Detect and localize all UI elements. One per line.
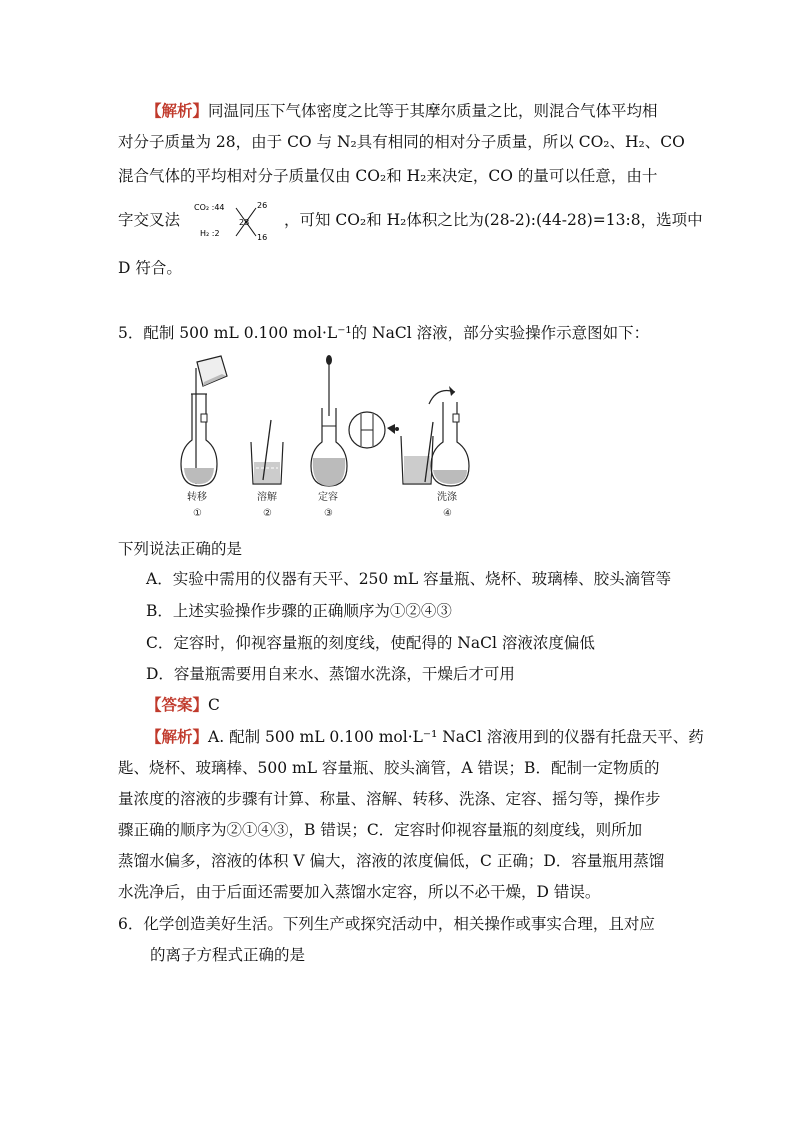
cross-h2-label: H₂ :2 [200,229,220,238]
cross-result-1: 26 [257,201,268,210]
figure-label-volume: 定容 [318,492,338,503]
figure-label-dissolve: 溶解 [257,492,277,503]
q6-stem-line-1: 6．化学创造美好生活。下列生产或探究活动中，相关操作或事实合理，且对应 [118,915,655,933]
figure-number-3: ③ [324,508,333,519]
beaker-dissolve [251,420,283,484]
cross-co2-label: CO₂ :44 [194,203,225,212]
q5-stem: 5．配制 500 mL 0.100 mol·L⁻¹的 NaCl 溶液，部分实验操作示意图如下： [118,324,650,342]
q5-option-b: B．上述实验操作步骤的正确顺序为①②④③ [146,602,452,620]
flask-transfer [181,356,227,486]
cross-method-diagram [194,198,278,244]
q5-analysis-line-2: 匙、烧杯、玻璃棒、500 mL 容量瓶、胶头滴管，A 错误；B．配制一定物质的 [118,759,660,777]
q4-analysis-line-4a: 字交叉法 [118,211,181,229]
q4-analysis-line-3: 混合气体的平均相对分子质量仅由 CO₂和 H₂来决定，CO 的量可以任意，由十 [118,167,658,185]
figure-number-4: ④ [443,508,452,519]
cross-mid-value: 28 [239,218,250,227]
q5-analysis-line-1: 【解析】A. 配制 500 mL 0.100 mol·L⁻¹ NaCl 溶液用到的仪器有托盘天平、药 [146,727,704,746]
q4-analysis-line-1: 【解析】同温同压下气体密度之比等于其摩尔质量之比，则混合气体平均相 [146,101,658,120]
q5-option-d: D．容量瓶需要用自来水、蒸馏水洗涤，干燥后才可用 [146,665,515,683]
q5-analysis-line-6: 水洗净后，由于后面还需要加入蒸馏水定容，所以不必干燥，D 错误。 [118,883,601,901]
analysis-tag: 【解析】 [146,727,209,746]
answer-value: C [208,696,220,714]
flask-wash [401,386,469,486]
q4-analysis-line-5: D 符合。 [118,259,182,277]
figure-label-wash: 洗涤 [437,492,457,503]
q5-answer [146,694,220,716]
cross-result-2: 16 [257,233,268,242]
experiment-figure [175,352,475,524]
q5-analysis-line-3: 量浓度的溶液的步骤有计算、称量、溶解、转移、洗涤、定容、摇匀等，操作步 [118,790,661,808]
figure-label-transfer: 转移 [187,492,207,503]
figure-number-1: ① [193,508,202,519]
answer-tag: 【答案】 [146,695,209,714]
q5-option-c: C．定容时，仰视容量瓶的刻度线，使配得的 NaCl 溶液浓度偏低 [146,634,595,652]
q4-analysis-line-4b: ，可知 CO₂和 H₂体积之比为(28-2):(44-28)=13:8，选项中 [284,211,703,229]
figure-number-2: ② [263,508,272,519]
q5-option-a: A．实验中需用的仪器有天平、250 mL 容量瓶、烧杯、玻璃棒、胶头滴管等 [146,570,672,588]
q5-prompt: 下列说法正确的是 [118,540,243,558]
q5-analysis-line-5: 蒸馏水偏多，溶液的体积 V 偏大，溶液的浓度偏低，C 正确；D．容量瓶用蒸馏 [118,852,665,870]
q4-analysis-line-2: 对分子质量为 28，由于 CO 与 N₂具有相同的相对分子质量，所以 CO₂、H₂、CO [118,133,685,151]
analysis-tag: 【解析】 [146,101,209,120]
flask-volume [311,355,399,486]
q6-stem-line-2: 的离子方程式正确的是 [150,946,306,964]
q5-analysis-line-4: 骤正确的顺序为②①④③，B 错误；C．定容时仰视容量瓶的刻度线，则所加 [118,821,643,839]
